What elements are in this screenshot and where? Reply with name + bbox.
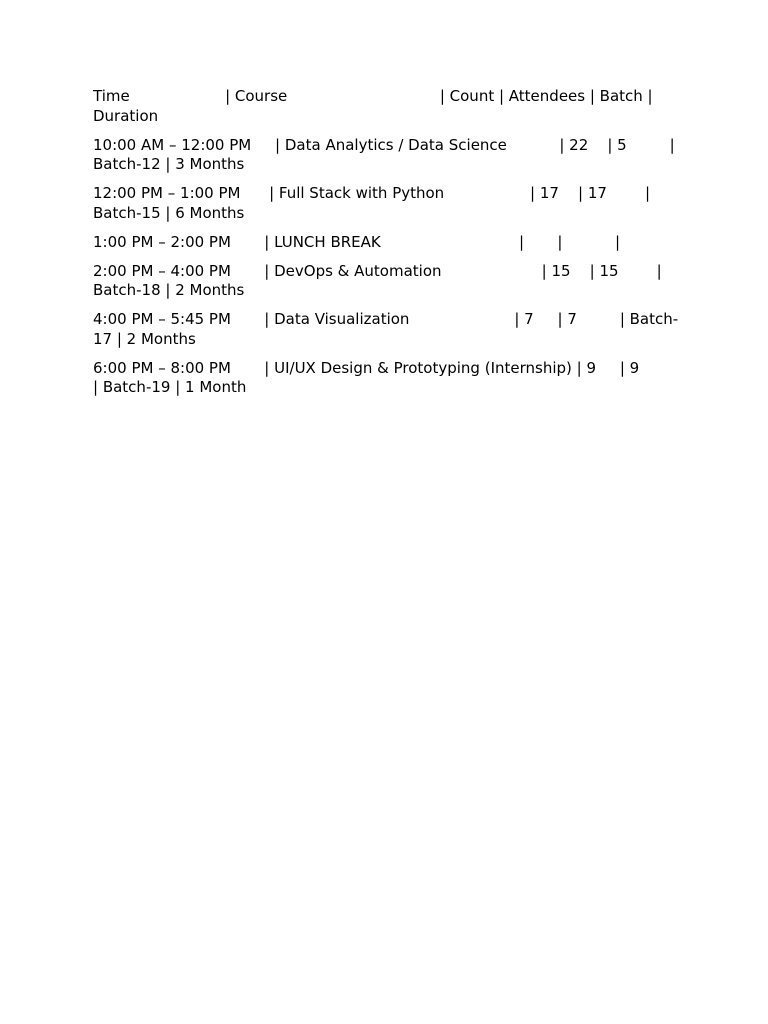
schedule-line-devops: 2:00 PM – 4:00 PM | DevOps & Automation | 15 | 15 | Batch-18 | 2 Months [93, 261, 667, 299]
schedule-line-uiux: 6:00 PM – 8:00 PM | UI/UX Design & Prototyping (Internship) | 9 | 9 | Batch-19 | 1 Month [93, 358, 683, 396]
schedule-line-data-analytics: 10:00 AM – 12:00 PM | Data Analytics / Data Science | 22 | 5 | Batch-12 | 3 Months [93, 135, 680, 173]
schedule-line-lunch-break: 1:00 PM – 2:00 PM | LUNCH BREAK | | | [93, 232, 620, 251]
schedule-line-data-visualization: 4:00 PM – 5:45 PM | Data Visualization | 7 | 7 | Batch-17 | 2 Months [93, 310, 679, 348]
document-body [93, 87, 683, 407]
table-header-line: Time | Course | Count | Attendees | Batch | Duration [93, 87, 658, 125]
schedule-line-full-stack: 12:00 PM – 1:00 PM | Full Stack with Python | 17 | 17 | Batch-15 | 6 Months [93, 184, 655, 222]
